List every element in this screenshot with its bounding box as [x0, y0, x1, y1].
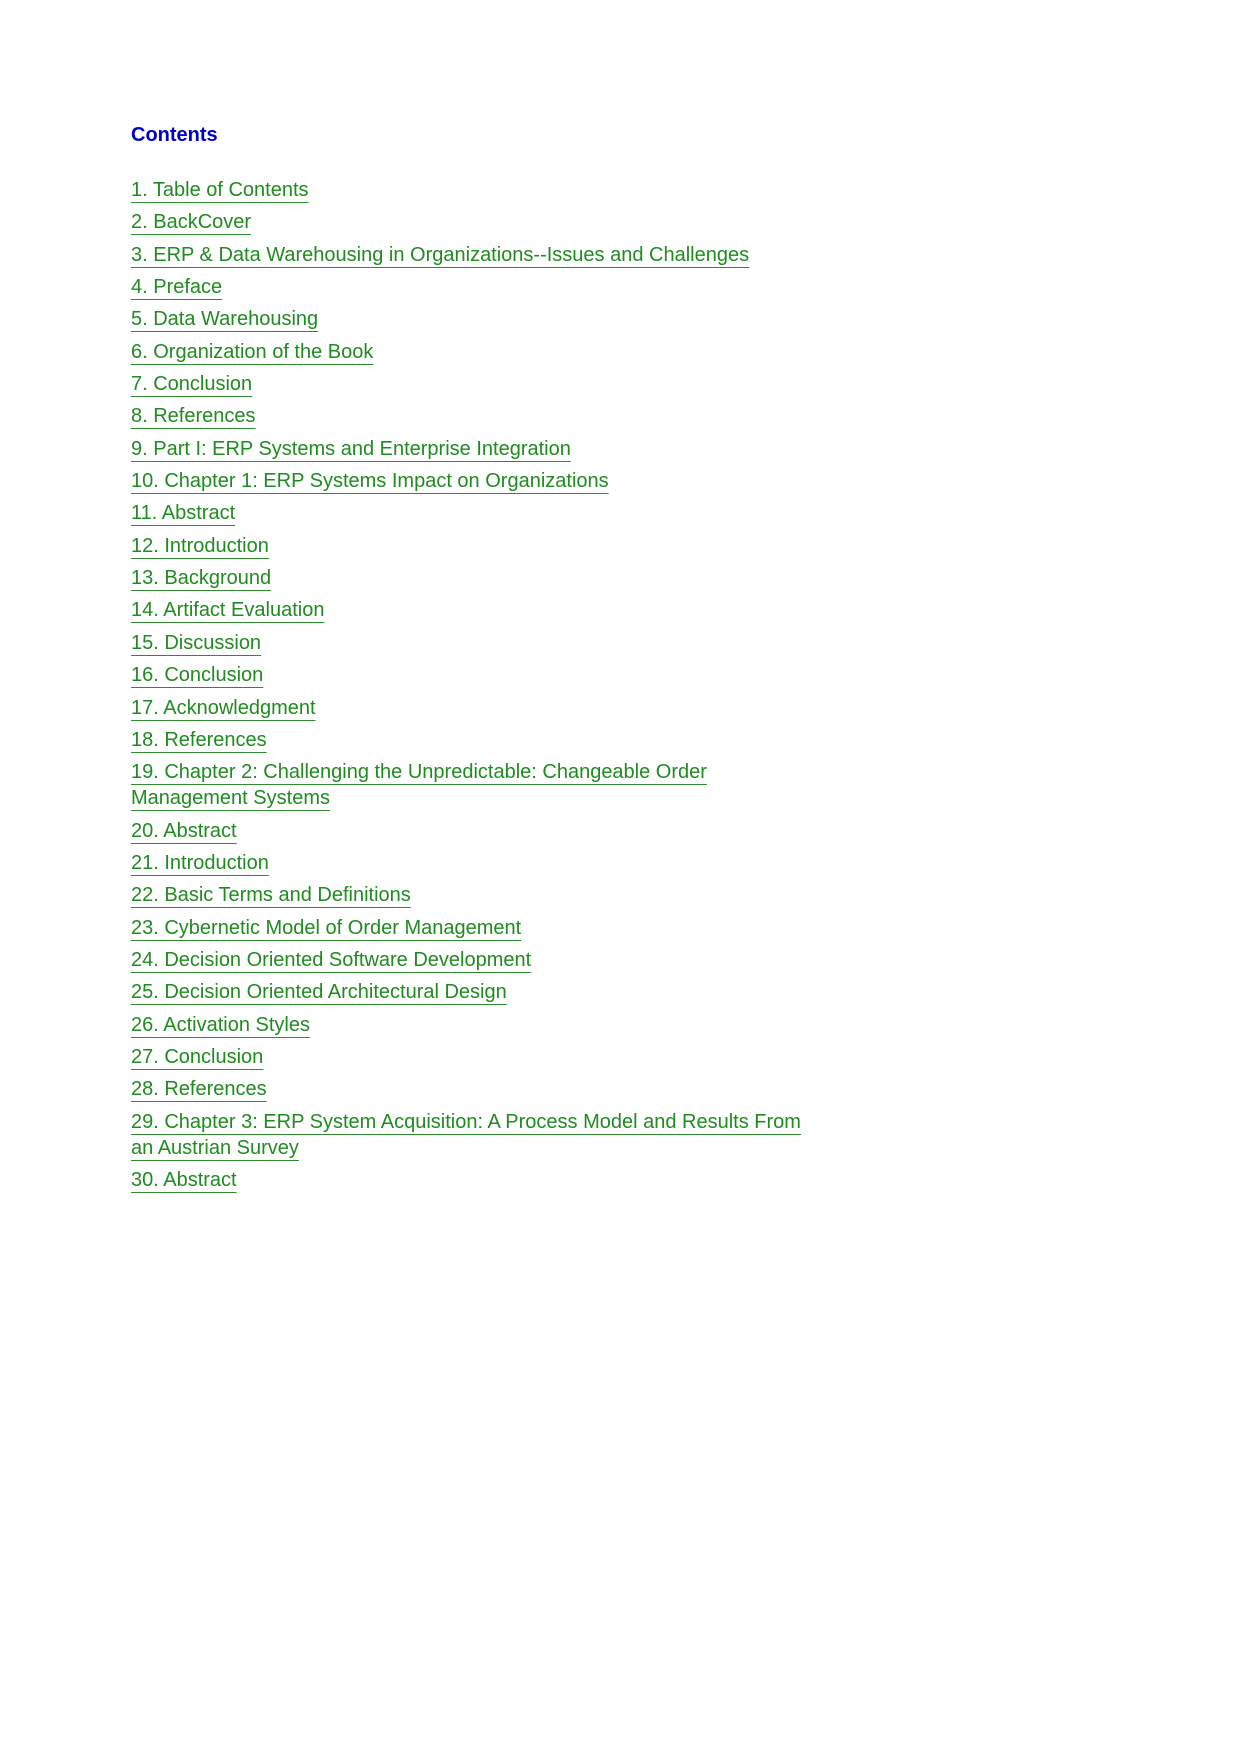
list-item — [131, 851, 811, 877]
toc-link[interactable]: 26. Activation Styles — [131, 1013, 310, 1036]
list-item — [131, 1168, 811, 1194]
toc-link[interactable]: 25. Decision Oriented Architectural Design — [131, 981, 507, 1004]
list-item — [131, 760, 811, 812]
list-item — [131, 916, 811, 942]
list-item — [131, 1045, 811, 1071]
toc-link[interactable]: 5. Data Warehousing — [131, 308, 319, 331]
list-item — [131, 469, 811, 495]
toc-link[interactable]: 17. Acknowledgment — [131, 696, 316, 719]
list-item — [131, 980, 811, 1006]
list-item — [131, 948, 811, 974]
list-item — [131, 178, 811, 204]
toc-link[interactable]: 20. Abstract — [131, 819, 237, 842]
toc-list — [131, 178, 811, 1194]
toc-link[interactable]: 4. Preface — [131, 276, 223, 299]
list-item — [131, 631, 811, 657]
list-item — [131, 696, 811, 722]
list-item — [131, 819, 811, 845]
toc-link[interactable]: 23. Cybernetic Model of Order Management — [131, 916, 522, 939]
list-item — [131, 307, 811, 333]
toc-link[interactable]: 2. BackCover — [131, 211, 252, 234]
toc-link[interactable]: 29. Chapter 3: ERP System Acquisition: A Process Model and Results From an Austrian Survey — [131, 1110, 801, 1159]
toc-link[interactable]: 24. Decision Oriented Software Development — [131, 948, 532, 971]
list-item — [131, 1110, 811, 1162]
toc-link[interactable]: 1. Table of Contents — [131, 179, 309, 201]
toc-link[interactable]: 9. Part I: ERP Systems and Enterprise Integration — [131, 437, 571, 460]
toc-link[interactable]: 28. References — [131, 1078, 267, 1101]
toc-link[interactable]: 6. Organization of the Book — [131, 340, 374, 363]
list-item — [131, 501, 811, 527]
list-item — [131, 275, 811, 301]
toc-link[interactable]: 21. Introduction — [131, 851, 269, 874]
toc-link[interactable]: 30. Abstract — [131, 1168, 237, 1191]
list-item — [131, 1077, 811, 1103]
toc-link[interactable]: 22. Basic Terms and Definitions — [131, 884, 411, 907]
list-item — [131, 534, 811, 560]
toc-link[interactable]: 11. Abstract — [131, 502, 236, 525]
list-item — [131, 566, 811, 592]
page-title: Contents — [131, 124, 218, 146]
list-item — [131, 372, 811, 398]
toc-link[interactable]: 8. References — [131, 405, 256, 428]
list-item — [131, 728, 811, 754]
list-item — [131, 243, 811, 269]
list-item — [131, 663, 811, 689]
toc-link[interactable]: 12. Introduction — [131, 534, 269, 557]
list-item — [131, 883, 811, 909]
contents-page — [131, 118, 811, 1200]
toc-link[interactable]: 7. Conclusion — [131, 373, 253, 396]
toc-link[interactable]: 19. Chapter 2: Challenging the Unpredictable: Changeable Order Management Systems — [131, 761, 707, 810]
list-item — [131, 1013, 811, 1039]
list-item — [131, 437, 811, 463]
toc-link[interactable]: 15. Discussion — [131, 631, 262, 654]
toc-link[interactable]: 18. References — [131, 728, 267, 751]
toc-link[interactable]: 13. Background — [131, 567, 272, 590]
toc-link[interactable]: 16. Conclusion — [131, 664, 264, 687]
list-item — [131, 210, 811, 236]
list-item — [131, 404, 811, 430]
list-item — [131, 598, 811, 624]
toc-link[interactable]: 14. Artifact Evaluation — [131, 599, 325, 622]
list-item — [131, 340, 811, 366]
toc-link[interactable]: 27. Conclusion — [131, 1045, 264, 1068]
toc-link[interactable]: 10. Chapter 1: ERP Systems Impact on Organizations — [131, 470, 609, 493]
toc-link[interactable]: 3. ERP & Data Warehousing in Organizations--Issues and Challenges — [131, 243, 750, 266]
